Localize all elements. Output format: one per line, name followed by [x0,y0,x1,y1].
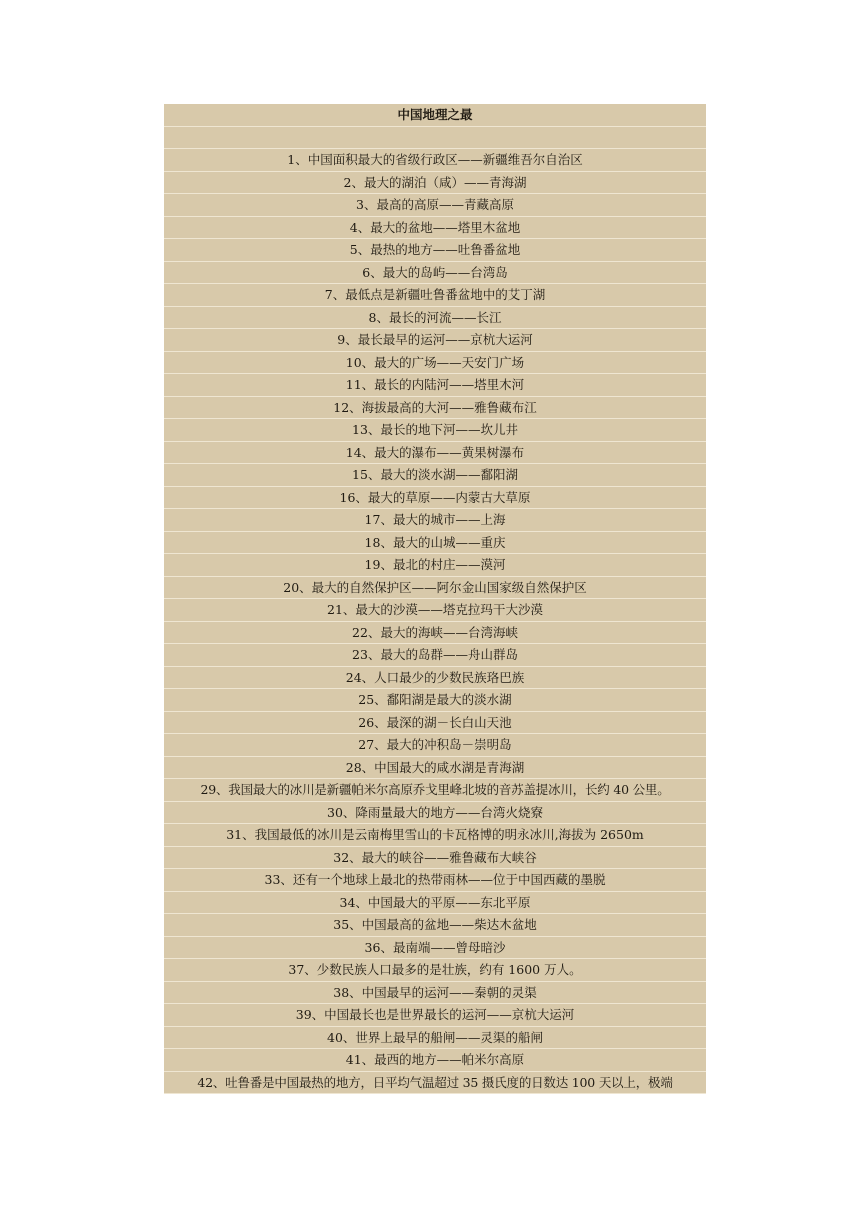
list-item: 26、最深的湖－长白山天池 [164,712,706,735]
list-item: 11、最长的内陆河——塔里木河 [164,374,706,397]
list-item: 36、最南端——曾母暗沙 [164,937,706,960]
list-item: 5、最热的地方——吐鲁番盆地 [164,239,706,262]
list-item: 1、中国面积最大的省级行政区——新疆维吾尔自治区 [164,149,706,172]
list-item: 10、最大的广场——天安门广场 [164,352,706,375]
list-item: 23、最大的岛群——舟山群岛 [164,644,706,667]
list-item: 9、最长最早的运河——京杭大运河 [164,329,706,352]
table-title: 中国地理之最 [164,104,706,127]
list-item: 14、最大的瀑布——黄果树瀑布 [164,442,706,465]
list-item: 31、我国最低的冰川是云南梅里雪山的卡瓦格博的明永冰川,海拔为 2650m [164,824,706,847]
list-item: 42、吐鲁番是中国最热的地方，日平均气温超过 35 摄氏度的日数达 100 天以上，极端 [164,1072,706,1095]
list-item: 24、人口最少的少数民族珞巴族 [164,667,706,690]
list-item: 38、中国最早的运河——秦朝的灵渠 [164,982,706,1005]
list-item: 27、最大的冲积岛－崇明岛 [164,734,706,757]
list-item: 17、最大的城市——上海 [164,509,706,532]
blank-row [164,127,706,150]
list-item: 25、鄱阳湖是最大的淡水湖 [164,689,706,712]
list-item: 3、最高的高原——青藏高原 [164,194,706,217]
list-item: 20、最大的自然保护区——阿尔金山国家级自然保护区 [164,577,706,600]
list-item: 4、最大的盆地——塔里木盆地 [164,217,706,240]
list-item: 21、最大的沙漠——塔克拉玛干大沙漠 [164,599,706,622]
list-item: 33、还有一个地球上最北的热带雨林——位于中国西藏的墨脱 [164,869,706,892]
list-item: 18、最大的山城——重庆 [164,532,706,555]
list-item: 19、最北的村庄——漠河 [164,554,706,577]
list-item: 40、世界上最早的船闸——灵渠的船闸 [164,1027,706,1050]
list-item: 34、中国最大的平原——东北平原 [164,892,706,915]
list-item: 41、最西的地方——帕米尔高原 [164,1049,706,1072]
geography-superlatives-table [164,104,706,1094]
list-item: 29、我国最大的冰川是新疆帕米尔高原乔戈里峰北坡的音苏盖提冰川，长约 40 公里。 [164,779,706,802]
list-item: 16、最大的草原——内蒙古大草原 [164,487,706,510]
list-item: 22、最大的海峡——台湾海峡 [164,622,706,645]
list-item: 35、中国最高的盆地——柴达木盆地 [164,914,706,937]
list-item: 12、海拔最高的大河——雅鲁藏布江 [164,397,706,420]
list-item: 39、中国最长也是世界最长的运河——京杭大运河 [164,1004,706,1027]
list-item: 7、最低点是新疆吐鲁番盆地中的艾丁湖 [164,284,706,307]
list-item: 37、少数民族人口最多的是壮族，约有 1600 万人。 [164,959,706,982]
list-item: 28、中国最大的咸水湖是青海湖 [164,757,706,780]
list-item: 32、最大的峡谷——雅鲁藏布大峡谷 [164,847,706,870]
list-item: 6、最大的岛屿——台湾岛 [164,262,706,285]
list-item: 30、降雨量最大的地方——台湾火烧寮 [164,802,706,825]
list-item: 2、最大的湖泊（咸）——青海湖 [164,172,706,195]
list-item: 13、最长的地下河——坎儿井 [164,419,706,442]
list-item: 15、最大的淡水湖——鄱阳湖 [164,464,706,487]
list-item: 8、最长的河流——长江 [164,307,706,330]
